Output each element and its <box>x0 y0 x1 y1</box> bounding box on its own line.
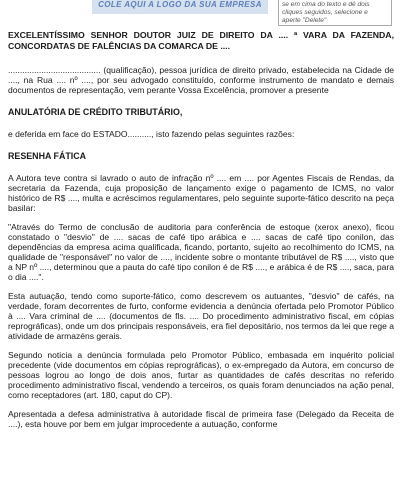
section-title: RESENHA FÁTICA <box>8 151 87 161</box>
logo-placeholder: COLE AQUI A LOGO DA SUA EMPRESA <box>92 0 268 14</box>
paragraph-5: Apresentada a defesa administrativa à autoridade fiscal de primeira fase (Delegado da Receita de ....), esta houve por bem em julgar improcedente a autuação, conforme <box>8 409 394 429</box>
paragraph-4: Segundo noticia a denúncia formulada pelo Promotor Público, embasada em inquérito policial precedente (vide documentos em cópias reprográficas), o ex-empregado da Autora, em concurso de pessoas logrou ao longo de dois anos, furtar as quantidades de cafés descritas no referido procedimento administrativo fiscal, vendendo a terceiros, os quais foram denunciados na ação penal, como receptadores (art. 180, caput do CP). <box>8 350 394 400</box>
paragraph-2: "Através do Termo de conclusão de auditoria para conferência de estoque (xerox anexo), ficou constatado o "desvio" de .... sacas de café tipo arábica e .... sacas de café tipo conilon, das dependências da empresa acima qualificada, ficando, portanto, sujeito ao recolhimento do ICMS, na qualidade de "responsável" no valor de ...., incidente sobre o montante tributável de R$ ...., visto que a NP nº ...., determinou que a pauta do café tipo conilon é de R$ ...., e arábica é de R$ ...., saca, para o dia ....". <box>8 222 394 282</box>
action-title: ANULATÓRIA DE CRÉDITO TRIBUTÁRIO, <box>8 107 183 117</box>
paragraph-1: A Autora teve contra si lavrado o auto de infração nº .... em .... por Agentes Fiscais de Rendas, da secretaria da Fazenda, cuja proposição de lançamento exige o pagamento de ICMS, no valor histórico de R$ ...., multa e acréscimos regulamentares, pelo seguinte suporte-fático descrito na peça basilar: <box>8 173 394 213</box>
instruction-note: se em cima do texto e dê dois cliques seguidos, selecione e aperte "Delete" <box>278 0 392 26</box>
document-body <box>8 30 394 429</box>
intro-paragraph: ....................................... (qualificação), pessoa jurídica de direito privado, estabelecida na Cidade de ...., na Rua .... nº ...., por seu advogado constituído, conforme instrumento de mandato e demais documentos de representação, vem perante Vossa Excelência, promover a presente <box>8 65 394 95</box>
addressee-heading: EXCELENTÍSSIMO SENHOR DOUTOR JUIZ DE DIREITO DA .... ª VARA DA FAZENDA, CONCORDATAS DE FALÊNCIAS DA COMARCA DE .... <box>8 30 394 51</box>
paragraph-3: Esta autuação, tendo como suporte-fático, como descrevem os autuantes, "desvio" de cafés, na verdade, foram decorrentes de furto, conforme evidencia a denúncia ofertada pelo Promotor Público à .... Vara criminal de .... (documentos de fls. .... Do procedimento administrativo fiscal, em cópias reprográficas), onde um dos principais responsáveis, era fiel depositário, nos termos da lei que rege a atividade de armazéns gerais. <box>8 291 394 341</box>
against-paragraph: e deferida em face do ESTADO.........., isto fazendo pelas seguintes razões: <box>8 129 295 139</box>
